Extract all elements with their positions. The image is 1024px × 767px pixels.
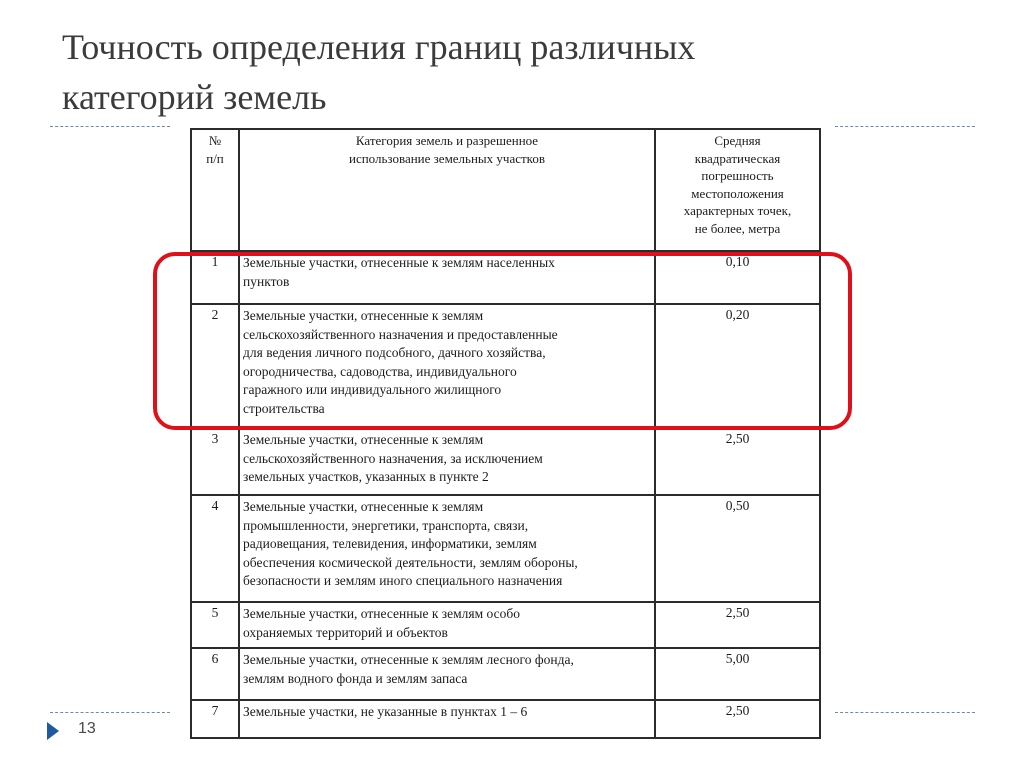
divider-bottom-left — [50, 712, 170, 713]
category-line: земельных участков, указанных в пункте 2 — [243, 469, 489, 485]
category-line: строительства — [243, 400, 325, 416]
table-row — [191, 428, 820, 495]
category-line: радиовещания, телевидения, информатики, землям — [243, 536, 537, 552]
row-category — [239, 648, 655, 700]
row-category — [239, 251, 655, 304]
table-row — [191, 251, 820, 304]
row-value: 0,20 — [655, 304, 820, 428]
row-number: 3 — [191, 428, 239, 495]
row-number: 1 — [191, 251, 239, 304]
table-row — [191, 648, 820, 700]
row-number: 2 — [191, 304, 239, 428]
header-num-line: № — [208, 133, 222, 148]
header-error-line: характерных точек, — [683, 203, 792, 218]
row-number: 4 — [191, 495, 239, 602]
row-value: 2,50 — [655, 602, 820, 648]
divider-bottom-right — [835, 712, 975, 713]
header-error-line: Средняя — [714, 133, 761, 148]
row-number: 5 — [191, 602, 239, 648]
category-line: Земельные участки, отнесенные к землям особо — [243, 606, 520, 621]
category-line: сельскохозяйственного назначения, за исключением — [243, 450, 543, 466]
row-number: 7 — [191, 700, 239, 738]
header-num — [191, 129, 239, 251]
row-value: 0,50 — [655, 495, 820, 602]
row-value: 2,50 — [655, 700, 820, 738]
category-line: Земельные участки, отнесенные к землям — [243, 432, 484, 447]
category-line: Земельные участки, отнесенные к землям — [243, 499, 484, 514]
category-line: Земельные участки, не указанные в пунктах 1 – 6 — [243, 704, 528, 719]
header-category — [239, 129, 655, 251]
row-category — [239, 304, 655, 428]
category-line: безопасности и землям иного специального назначения — [243, 573, 563, 589]
page-number: 13 — [78, 720, 96, 737]
category-line: сельскохозяйственного назначения и предоставленные — [243, 326, 558, 342]
table-row — [191, 700, 820, 738]
table-header-row — [191, 129, 820, 251]
category-line: огородничества, садоводства, индивидуального — [243, 363, 517, 379]
header-error-line: погрешность — [701, 168, 774, 183]
row-category — [239, 700, 655, 738]
row-category — [239, 428, 655, 495]
category-line: Земельные участки, отнесенные к землям — [243, 308, 484, 323]
accuracy-table — [190, 128, 821, 739]
table-row — [191, 304, 820, 428]
category-line: обеспечения космической деятельности, землям обороны, — [243, 554, 578, 570]
table-row — [191, 495, 820, 602]
category-line: Земельные участки, отнесенные к землям лесного фонда, — [243, 652, 574, 667]
row-category — [239, 495, 655, 602]
category-line: охраняемых территорий и объектов — [243, 624, 448, 640]
divider-top-right — [835, 126, 975, 127]
row-value: 5,00 — [655, 648, 820, 700]
row-value: 0,10 — [655, 251, 820, 304]
category-line: для ведения личного подсобного, дачного хозяйства, — [243, 345, 546, 361]
table-row — [191, 602, 820, 648]
header-error — [655, 129, 820, 251]
header-category-line: Категория земель и разрешенное — [355, 133, 539, 148]
header-error-line: квадратическая — [694, 150, 781, 166]
category-line: гаражного или индивидуального жилищного — [243, 382, 502, 398]
header-error-line: не более, метра — [694, 220, 781, 236]
slide-title-line-1: Точность определения границ различных — [62, 27, 696, 67]
scanned-table-image — [190, 128, 823, 742]
header-error-line: местоположения — [691, 185, 784, 201]
slide-title — [62, 22, 942, 122]
row-value: 2,50 — [655, 428, 820, 495]
arrow-right-icon — [47, 722, 59, 740]
slide-title-line-2: категорий земель — [62, 77, 327, 117]
header-num-line: п/п — [206, 151, 224, 166]
category-line: промышленности, энергетики, транспорта, связи, — [243, 517, 529, 533]
header-category-line: использование земельных участков — [349, 151, 545, 166]
category-line: Земельные участки, отнесенные к землям населенных — [243, 255, 555, 270]
category-line: пунктов — [243, 273, 290, 289]
row-category — [239, 602, 655, 648]
divider-top-left — [50, 126, 170, 127]
category-line: землям водного фонда и землям запаса — [243, 670, 468, 686]
row-number: 6 — [191, 648, 239, 700]
